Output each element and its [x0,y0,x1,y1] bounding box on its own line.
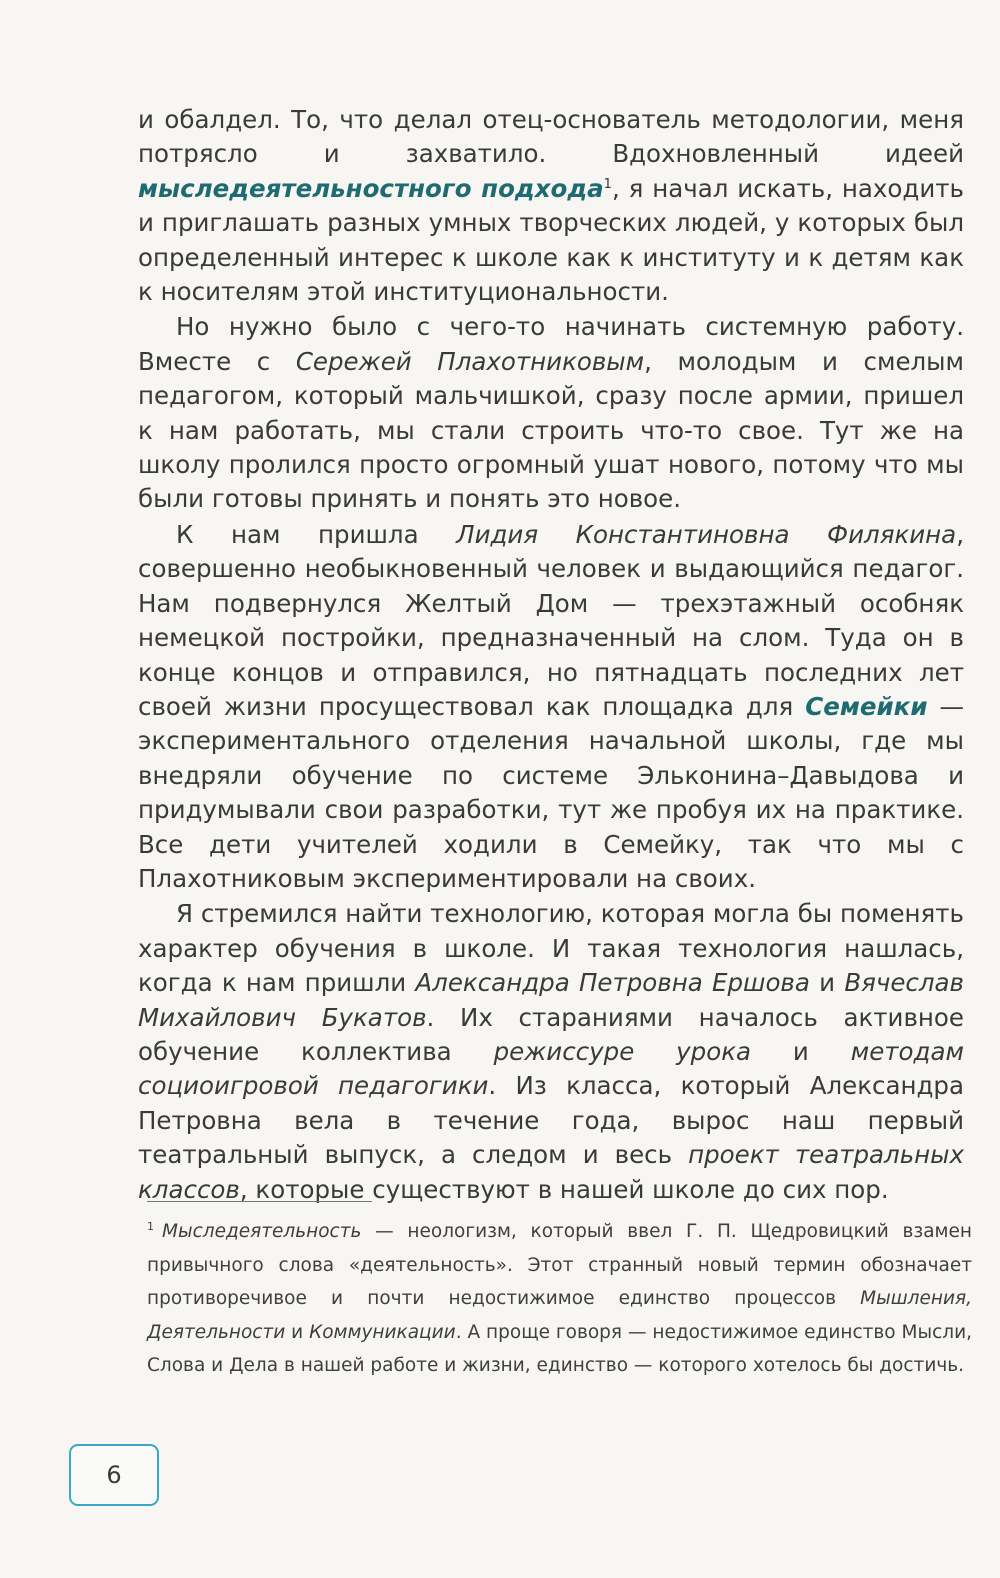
footnote-marker: 1 [147,1219,154,1233]
emphasis-term: мыследеятельностного подхода [138,173,604,203]
main-text [138,103,964,1207]
paragraph-4 [138,897,964,1207]
italic-term: режиссуре урока [493,1036,752,1066]
text-segment: — экспериментального отделения начальной школы, где мы внедряли обучение по системе Эльконина–Давыдова и придумывали свои разработки, тут же пробуя их на практике. Все дети учителей ходили в Семейку, так что мы с Плахотниковым экспериментировали на своих. [138,691,964,893]
text-segment: и обалдел. То, что делал отец-основатель методологии, меня потрясло и захватило. Вдохновленный идеей [138,105,964,169]
text-segment: К нам пришла [176,519,457,549]
text-segment: . Из класса, который Александра Петровна вела в течение года, вырос наш первый театральный выпуск, а следом и весь [138,1071,964,1170]
italic-term: проект театральных классов [138,1140,964,1204]
emphasis-term: Семейки [805,691,928,721]
italic-name: Вячеслав Михайлович Букатов [138,968,964,1032]
text-segment: , молодым и смелым педагогом, который мальчишкой, сразу после армии, пришел к нам работать, мы стали строить что-то свое. Тут же на школу пролился просто огромный ушат нового, потому что мы были готовы принять и понять это новое. [138,346,964,514]
footnote-reference[interactable]: 1 [603,176,612,192]
text-segment: . Их стараниями началось активное обучение коллектива [138,1002,964,1066]
text-segment: Но нужно было с чего-то начинать системную работу. Вместе с [138,312,964,376]
footnote-term: Коммуникации [309,1321,456,1343]
footnote-text: и [285,1321,310,1343]
text-segment: и [809,968,845,998]
paragraph-1 [138,103,964,309]
italic-term: методам социоигровой педагогики [138,1036,964,1101]
page-number-badge [69,1444,159,1506]
text-segment: Я стремился найти технологию, которая могла бы поменять характер обучения в школе. И такая технология нашлась, когда к нам пришли [138,899,964,998]
italic-name: Александра Петровна Ершова [415,968,810,998]
footnote-term: Мышления, Деятельности [147,1288,972,1343]
footnote-text: . А проще говоря — недостижимое единство Мысли, Слова и Дела в нашей работе и жизни, единство — которого хотелось бы достичь. [147,1321,972,1376]
footnote-term: Мыследеятельность [162,1221,362,1242]
text-segment: и [751,1036,851,1066]
text-segment: , я начал искать, находить и приглашать разных умных творческих людей, у которых был определенный интерес к школе как к институту и к детям как к носителям этой институциональности. [138,173,964,307]
paragraph-3 [138,518,964,896]
footnote [147,1215,972,1383]
italic-name: Лидия Константиновна Филякина [456,519,957,549]
footnote-text: — неологизм, который ввел Г. П. Щедровицкий взамен привычного слова «деятельность». Этот странный новый термин обозначает противоречивое и почти недостижимое единство процессов [147,1221,972,1309]
text-segment: , которые существуют в нашей школе до сих пор. [239,1174,889,1204]
text-segment: , совершенно необыкновенный человек и выдающийся педагог. Нам подвернулся Желтый Дом — трехэтажный особняк немецкой постройки, предназначенный на слом. Туда он в конце концов и отправился, но пятнадцать последних лет своей жизни просуществовал как площадка для [138,519,964,721]
italic-name: Сережей Плахотниковым [295,346,645,376]
page-number: 6 [106,1461,122,1489]
footnote-divider [147,1201,372,1202]
paragraph-2 [138,310,964,516]
